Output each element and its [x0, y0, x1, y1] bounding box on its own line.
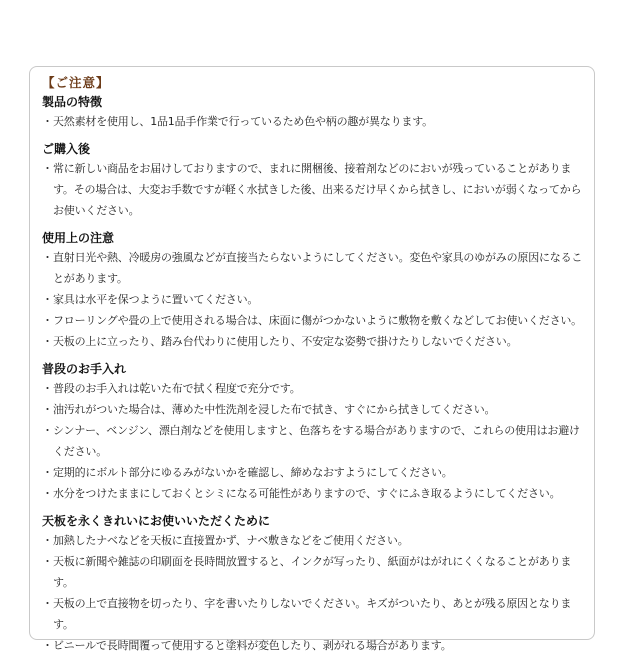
- list-item: [42, 399, 584, 420]
- notice-title: 【ご注意】: [42, 75, 110, 90]
- item-text: 直射日光や熱、冷暖房の強風などが直接当たらないようにしてください。変色や家具のゆがみの原因になることがあります。: [53, 251, 583, 285]
- bullet: ・: [42, 382, 53, 395]
- list-item: [42, 158, 584, 221]
- bullet: ・: [42, 251, 53, 264]
- item-text: 油汚れがついた場合は、薄めた中性洗剤を浸した布で拭き、すぐにから拭きしてください。: [53, 403, 496, 416]
- section-usage-notes: [42, 230, 584, 352]
- list-item: [42, 247, 584, 289]
- section-title: 普段のお手入れ: [42, 362, 127, 376]
- item-text: 天板の上に立ったり、踏み台代わりに使用したり、不安定な姿勢で掛けたりしないでください。: [53, 335, 518, 348]
- section-title: 使用上の注意: [42, 231, 115, 245]
- item-text: フローリングや畳の上で使用される場合は、床面に傷がつかないように敷物を敷くなどしてお使いください。: [53, 314, 582, 327]
- section-title: 天板を永くきれいにお使いいただくために: [42, 514, 271, 528]
- bullet: ・: [42, 314, 53, 327]
- bullet: ・: [42, 115, 53, 128]
- bullet: ・: [42, 487, 53, 500]
- section-daily-care: [42, 361, 584, 504]
- bullet: ・: [42, 293, 53, 306]
- list-item: [42, 551, 584, 593]
- item-text: シンナー、ベンジン、漂白剤などを使用しますと、色落ちをする場合がありますので、これらの使用はお避けください。: [53, 424, 580, 458]
- item-text: 加熱したナベなどを天板に直接置かず、ナベ敷きなどをご使用ください。: [53, 534, 409, 547]
- section-tabletop-care: [42, 513, 584, 656]
- list-item: [42, 331, 584, 352]
- item-text: 天板の上で直接物を切ったり、字を書いたりしないでください。キズがついたり、あとが残る原因となります。: [53, 597, 572, 631]
- section-title: 製品の特徴: [42, 95, 103, 109]
- bullet: ・: [42, 466, 53, 479]
- list-item: [42, 378, 584, 399]
- list-item: [42, 593, 584, 635]
- bullet: ・: [42, 534, 53, 547]
- list-item: [42, 420, 584, 462]
- item-text: 天板に新聞や雑誌の印刷面を長時間放置すると、インクが写ったり、紙面がはがれにくくなることがあります。: [53, 555, 572, 589]
- list-item: [42, 462, 584, 483]
- item-text: 家具は水平を保つように置いてください。: [53, 293, 259, 306]
- item-text: 水分をつけたままにしておくとシミになる可能性がありますので、すぐにふき取るようにしてください。: [53, 487, 561, 500]
- notice-box: [29, 66, 595, 652]
- item-text: 天然素材を使用し、1品1品手作業で行っているため色や柄の趣が異なります。: [53, 115, 433, 128]
- bullet: ・: [42, 403, 53, 416]
- bullet: ・: [42, 555, 53, 568]
- list-item: [42, 530, 584, 551]
- bullet: ・: [42, 639, 53, 652]
- list-item: [42, 289, 584, 310]
- item-text: 常に新しい商品をお届けしておりますので、まれに開梱後、接着剤などのにおいが残っていることがあります。その場合は、大変お手数ですが軽く水拭きした後、出来るだけ早くから拭きし、においが弱くなってからお使いください。: [53, 162, 582, 217]
- bullet: ・: [42, 424, 53, 437]
- item-text: 普段のお手入れは乾いた布で拭く程度で充分です。: [53, 382, 301, 395]
- item-text: 定期的にボルト部分にゆるみがないかを確認し、締めなおすようにしてください。: [53, 466, 453, 479]
- list-item: [42, 310, 584, 331]
- bullet: ・: [42, 162, 53, 175]
- bullet: ・: [42, 335, 53, 348]
- list-item: [42, 483, 584, 504]
- section-after-purchase: [42, 141, 584, 221]
- item-text: ビニールで長時間覆って使用すると塗料が変色したり、剥がれる場合があります。: [53, 639, 452, 652]
- section-product-features: [42, 94, 584, 132]
- section-title: ご購入後: [42, 142, 91, 156]
- bullet: ・: [42, 597, 53, 610]
- list-item: [42, 111, 584, 132]
- list-item: [42, 635, 584, 656]
